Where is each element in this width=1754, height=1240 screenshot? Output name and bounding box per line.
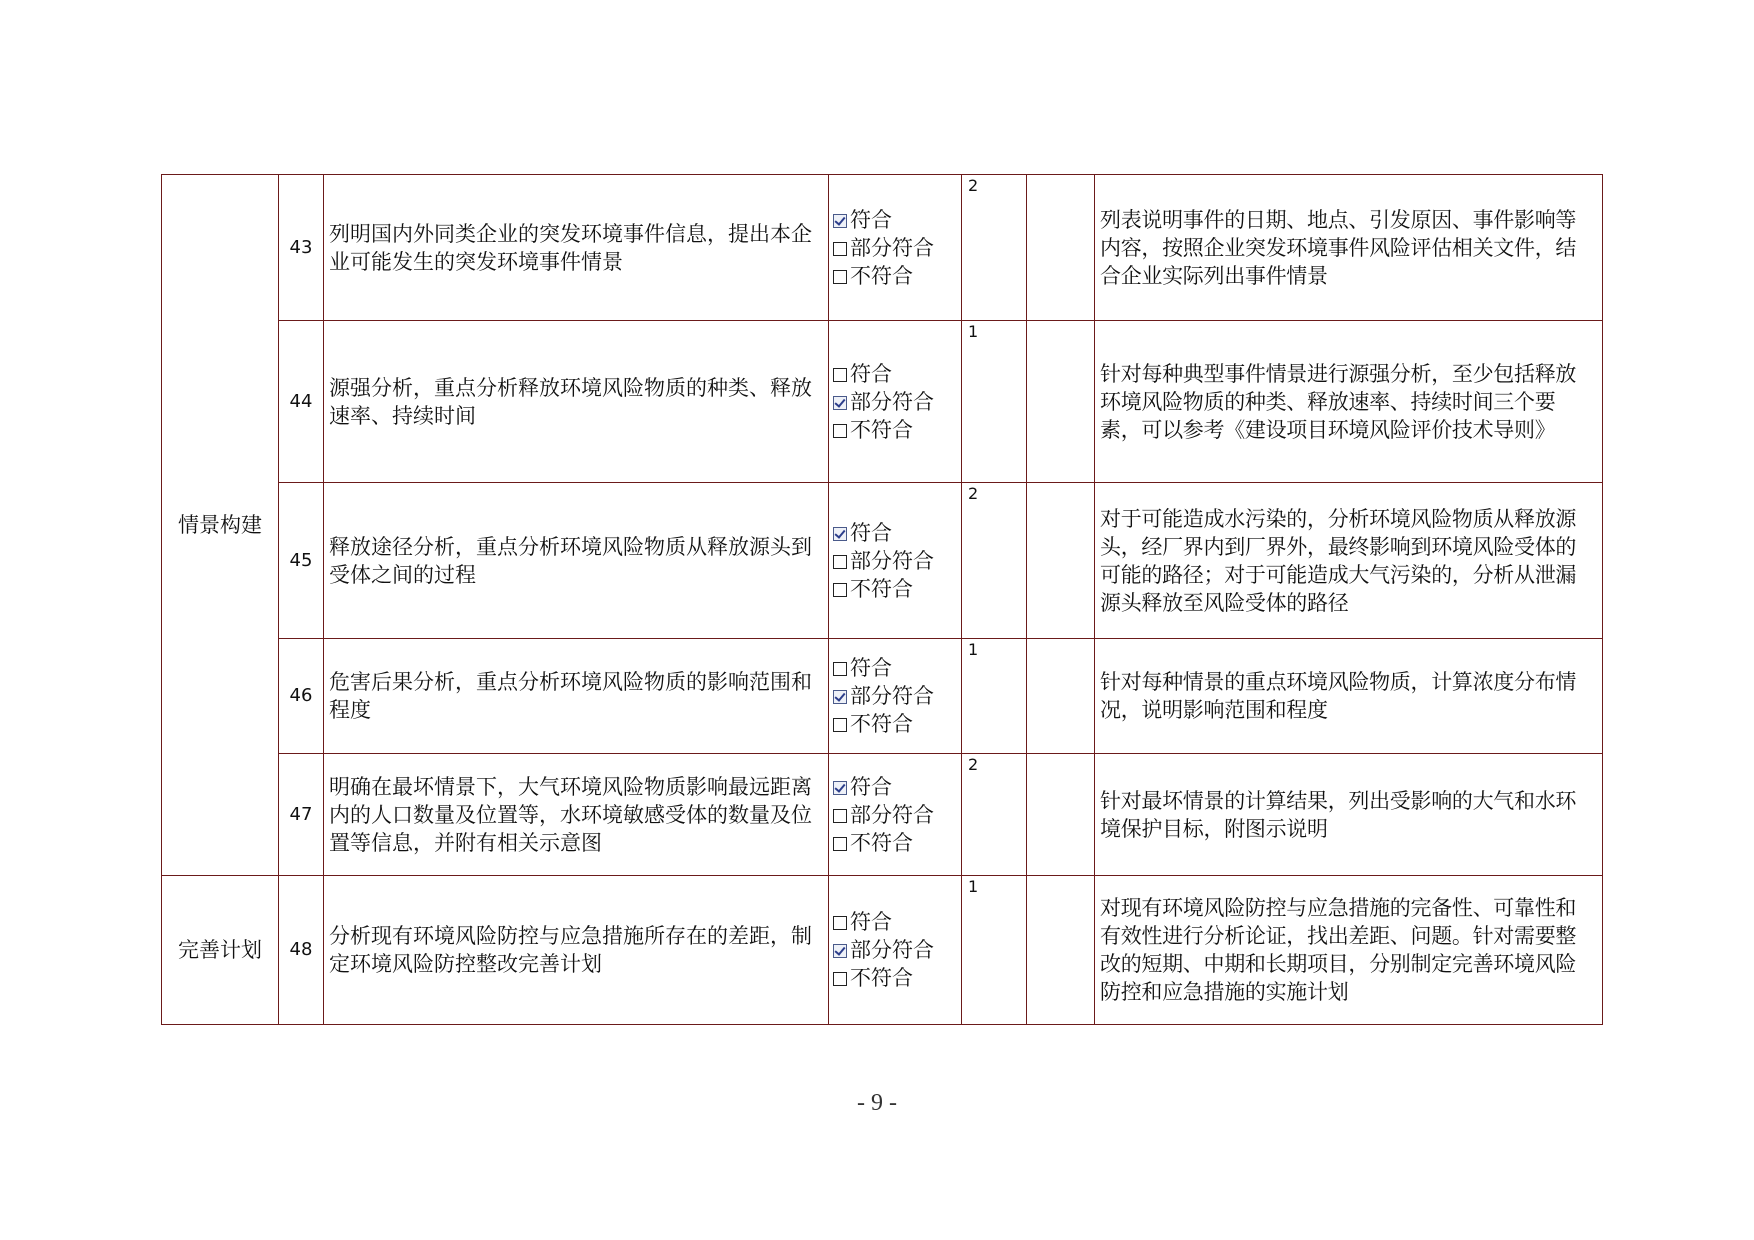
score-cell: 2 [962,175,1027,321]
check-option[interactable] [833,262,961,290]
table-row [162,876,1603,1025]
actual-score-cell [1027,175,1095,321]
checked-checkbox-icon[interactable] [833,944,847,958]
checkbox-icon[interactable] [833,270,847,284]
check-option[interactable] [833,936,961,964]
check-option[interactable] [833,206,961,234]
actual-score-cell [1027,754,1095,876]
check-option[interactable] [833,710,961,738]
row-number: 45 [279,483,324,639]
check-option[interactable] [833,388,961,416]
checked-checkbox-icon[interactable] [833,396,847,410]
check-option-label: 不符合 [850,263,913,288]
check-option[interactable] [833,829,961,857]
check-option-label: 不符合 [850,417,913,442]
assessment-note: 针对每种典型事件情景进行源强分析，至少包括释放环境风险物质的种类、释放速率、持续时间三个要素，可以参考《建设项目环境风险评价技术导则》 [1095,321,1603,483]
assessment-table [161,174,1603,1025]
page-number: - 9 - [857,1090,897,1116]
category-cell: 情景构建 [162,175,279,876]
check-option[interactable] [833,773,961,801]
checked-checkbox-icon[interactable] [833,527,847,541]
assessment-note: 针对每种情景的重点环境风险物质，计算浓度分布情况，说明影响范围和程度 [1095,639,1603,754]
checkbox-icon[interactable] [833,837,847,851]
check-option-label: 不符合 [850,830,913,855]
check-option[interactable] [833,575,961,603]
check-option[interactable] [833,964,961,992]
row-number: 48 [279,876,324,1025]
check-options [829,321,962,483]
row-number: 43 [279,175,324,321]
checkbox-icon[interactable] [833,583,847,597]
assessment-content: 明确在最坏情景下，大气环境风险物质影响最远距离内的人口数量及位置等，水环境敏感受体的数量及位置等信息，并附有相关示意图 [324,754,829,876]
checkbox-icon[interactable] [833,916,847,930]
table-row [162,175,1603,321]
check-options [829,876,962,1025]
assessment-content: 源强分析，重点分析释放环境风险物质的种类、释放速率、持续时间 [324,321,829,483]
check-option[interactable] [833,416,961,444]
assessment-note: 列表说明事件的日期、地点、引发原因、事件影响等内容，按照企业突发环境事件风险评估相关文件，结合企业实际列出事件情景 [1095,175,1603,321]
check-option-label: 不符合 [850,576,913,601]
check-option-label: 部分符合 [850,938,934,962]
assessment-note: 对现有环境风险防控与应急措施的完备性、可靠性和有效性进行分析论证，找出差距、问题。针对需要整改的短期、中期和长期项目，分别制定完善环境风险防控和应急措施的实施计划 [1095,876,1603,1025]
assessment-content: 分析现有环境风险防控与应急措施所存在的差距，制定环境风险防控整改完善计划 [324,876,829,1025]
checkbox-icon[interactable] [833,368,847,382]
checkbox-icon[interactable] [833,972,847,986]
category-cell: 完善计划 [162,876,279,1025]
row-number: 47 [279,754,324,876]
check-option[interactable] [833,908,961,936]
checkbox-icon[interactable] [833,424,847,438]
check-option[interactable] [833,519,961,547]
check-option-label: 符合 [850,910,892,934]
check-option[interactable] [833,654,961,682]
actual-score-cell [1027,483,1095,639]
actual-score-cell [1027,876,1095,1025]
check-option-label: 不符合 [850,966,913,990]
check-option-label: 符合 [850,361,892,386]
checkbox-icon[interactable] [833,809,847,823]
check-option[interactable] [833,234,961,262]
check-option-label: 符合 [850,520,892,545]
check-options [829,754,962,876]
actual-score-cell [1027,321,1095,483]
checkbox-icon[interactable] [833,555,847,569]
checked-checkbox-icon[interactable] [833,690,847,704]
check-option-label: 符合 [850,774,892,799]
check-option[interactable] [833,801,961,829]
checkbox-icon[interactable] [833,242,847,256]
table-row [162,321,1603,483]
check-option-label: 部分符合 [850,235,934,260]
actual-score-cell [1027,639,1095,754]
check-option-label: 不符合 [850,712,913,736]
score-cell: 2 [962,754,1027,876]
score-cell: 1 [962,639,1027,754]
checked-checkbox-icon[interactable] [833,214,847,228]
checked-checkbox-icon[interactable] [833,781,847,795]
row-number: 44 [279,321,324,483]
check-option-label: 部分符合 [850,548,934,573]
row-number: 46 [279,639,324,754]
table-row [162,639,1603,754]
check-options [829,639,962,754]
check-option[interactable] [833,360,961,388]
check-option-label: 部分符合 [850,684,934,708]
check-option-label: 符合 [850,207,892,232]
check-option[interactable] [833,682,961,710]
assessment-note: 对于可能造成水污染的，分析环境风险物质从释放源头，经厂界内到厂界外，最终影响到环境风险受体的可能的路径；对于可能造成大气污染的，分析从泄漏源头释放至风险受体的路径 [1095,483,1603,639]
table-row [162,483,1603,639]
checkbox-icon[interactable] [833,662,847,676]
assessment-content: 列明国内外同类企业的突发环境事件信息，提出本企业可能发生的突发环境事件情景 [324,175,829,321]
table-row [162,754,1603,876]
score-cell: 1 [962,321,1027,483]
assessment-content: 危害后果分析，重点分析环境风险物质的影响范围和程度 [324,639,829,754]
check-options [829,175,962,321]
check-option-label: 符合 [850,656,892,680]
assessment-note: 针对最坏情景的计算结果，列出受影响的大气和水环境保护目标，附图示说明 [1095,754,1603,876]
check-option[interactable] [833,547,961,575]
checkbox-icon[interactable] [833,718,847,732]
check-options [829,483,962,639]
score-cell: 1 [962,876,1027,1025]
check-option-label: 部分符合 [850,389,934,414]
check-option-label: 部分符合 [850,802,934,827]
assessment-content: 释放途径分析，重点分析环境风险物质从释放源头到受体之间的过程 [324,483,829,639]
score-cell: 2 [962,483,1027,639]
